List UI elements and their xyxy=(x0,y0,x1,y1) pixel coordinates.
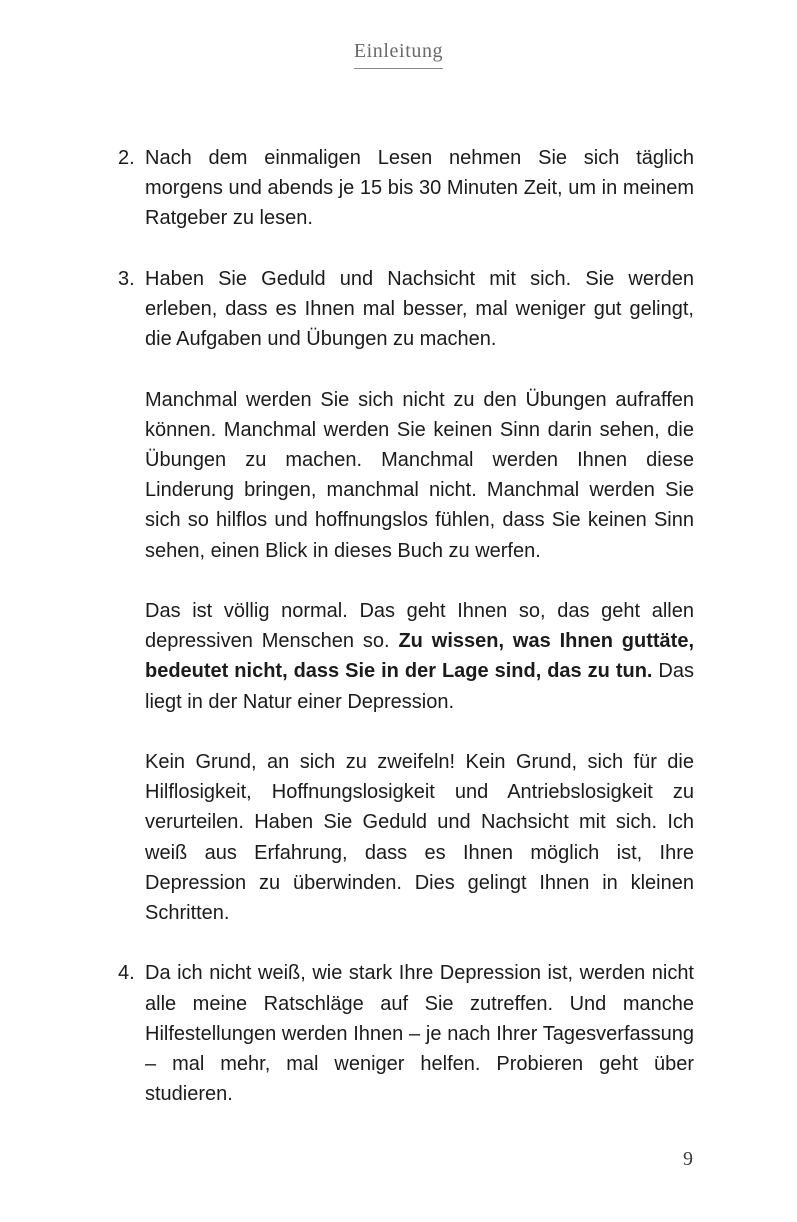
paragraph: Haben Sie Geduld und Nachsicht mit sich. Sie werden erleben, dass es Ihnen mal besser, mal weniger gut gelingt, die Aufgaben und Übungen zu machen. xyxy=(145,267,694,351)
list-item-number: 2. xyxy=(118,147,135,169)
bold-emphasis: Zu wissen, was Ihnen guttäte, bedeutet nicht, dass Sie in der Lage sind, das zu tun. xyxy=(145,630,695,683)
page-body xyxy=(115,143,694,1109)
paragraph: Da ich nicht weiß, wie stark Ihre Depression ist, werden nicht alle meine Ratschläge auf Sie zutreffen. Und manche Hilfestellungen werden Ihnen – je nach Ihrer Tagesverfassung – mal mehr, mal weniger helfen. Probieren geht über studieren. xyxy=(145,962,694,1106)
paragraph-text: Das liegt in der Natur einer Depression. xyxy=(145,660,694,713)
page-number: 9 xyxy=(683,1148,693,1170)
list-item-3 xyxy=(115,264,694,928)
paragraph: Kein Grund, an sich zu zweifeln! Kein Grund, sich für die Hilflosigkeit, Hoffnungslosigkeit und Antriebslosigkeit zu verurteilen. Haben Sie Geduld und Nachsicht mit sich. Ich weiß aus Erfahrung, dass es Ihnen möglich ist, Ihre Depression zu überwinden. Dies gelingt Ihnen in kleinen Schritten. xyxy=(145,751,694,925)
list-item-number: 4. xyxy=(118,962,135,985)
running-header xyxy=(0,40,797,69)
list-item-number: 3. xyxy=(118,267,135,290)
paragraph-text: Das ist völlig normal. Das geht Ihnen so, das geht allen depressiven Menschen so. xyxy=(145,600,694,653)
chapter-title: Einleitung xyxy=(354,40,443,69)
paragraph-with-emphasis xyxy=(145,596,694,717)
list-item-2 xyxy=(115,143,694,234)
paragraph: Manchmal werden Sie sich nicht zu den Übungen aufraffen können. Manchmal werden Sie keinen Sinn darin sehen, die Übungen zu machen. Manchmal werden Ihnen diese Linderung bringen, manchmal nicht. Manchmal werden Sie sich so hilflos und hoffnungslos fühlen, dass Sie keinen Sinn sehen, einen Blick in dieses Buch zu werfen. xyxy=(145,388,694,562)
paragraph: Nach dem einmaligen Lesen nehmen Sie sich täglich morgens und abends je 15 bis 30 Minuten Zeit, um in meinem Ratgeber zu lesen. xyxy=(145,147,694,230)
list-item-4 xyxy=(115,958,694,1109)
